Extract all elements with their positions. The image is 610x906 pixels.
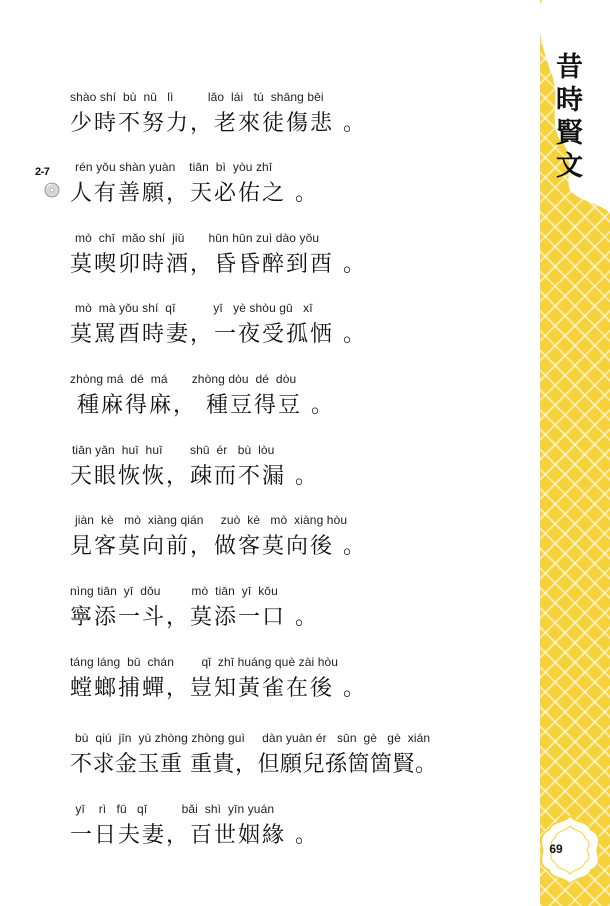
page-number: 69 (549, 842, 563, 856)
verse-line-4: 莫罵酉時妻，一夜受孤恓 。 (70, 322, 367, 347)
verse-line-3: 莫喫卯時酒，昏昏醉到酉 。 (70, 252, 367, 277)
verse-line-1: 少時不努力，老來徒傷悲 。 (70, 111, 367, 136)
verse-line-11: 一日夫妻，百世姻緣 。 (70, 823, 319, 848)
verse-line-10: 不求金玉重 重貴，但願兒孫箇箇賢。 (70, 752, 438, 777)
track-label: 2-7 (35, 166, 50, 178)
pinyin-line-11: yī rì fū qī bǎi shì yīn yuán (72, 802, 275, 816)
pinyin-line-10: bù qiú jīn yù zhòng zhòng guì dàn yuàn ér sūn gè gè xián (75, 731, 431, 745)
pinyin-line-3: mò chī mǎo shí jiǔ hūn hūn zuì dào yǒu (75, 231, 320, 245)
verse-line-2: 人有善願，天必佑之 。 (70, 181, 319, 206)
pinyin-line-8: nìng tiān yī dǒu mò tiān yī kǒu (70, 584, 278, 598)
pinyin-line-5: zhòng má dé má zhòng dòu dé dòu (70, 372, 297, 386)
verse-line-7: 見客莫向前，做客莫向後 。 (70, 534, 367, 559)
pinyin-line-9: táng láng bǔ chán qǐ zhī huáng què zài hòu (70, 655, 339, 669)
verse-line-6: 天眼恢恢，疎而不漏 。 (70, 464, 319, 489)
verse-line-5: 種麻得麻， 種豆得豆 。 (68, 393, 335, 418)
pinyin-line-2: rén yǒu shàn yuàn tiān bì yòu zhī (75, 160, 273, 174)
pinyin-line-4: mò mà yǒu shí qī yī yè shòu gū xī (75, 301, 313, 315)
pinyin-line-1: shào shí bù nǔ lì lǎo lái tú shāng bēi (70, 90, 324, 104)
verse-line-9: 螳螂捕蟬，豈知黃雀在後 。 (70, 676, 367, 701)
side-title: 昔時賢文 (551, 52, 582, 184)
cd-disc-icon (44, 182, 60, 198)
verse-line-8: 寧添一斗，莫添一口 。 (70, 605, 319, 630)
pinyin-line-7: jiàn kè mò xiàng qián zuò kè mò xiàng hòu (75, 513, 348, 527)
pinyin-line-6: tiān yǎn huī huī shū ér bù lòu (72, 443, 275, 457)
